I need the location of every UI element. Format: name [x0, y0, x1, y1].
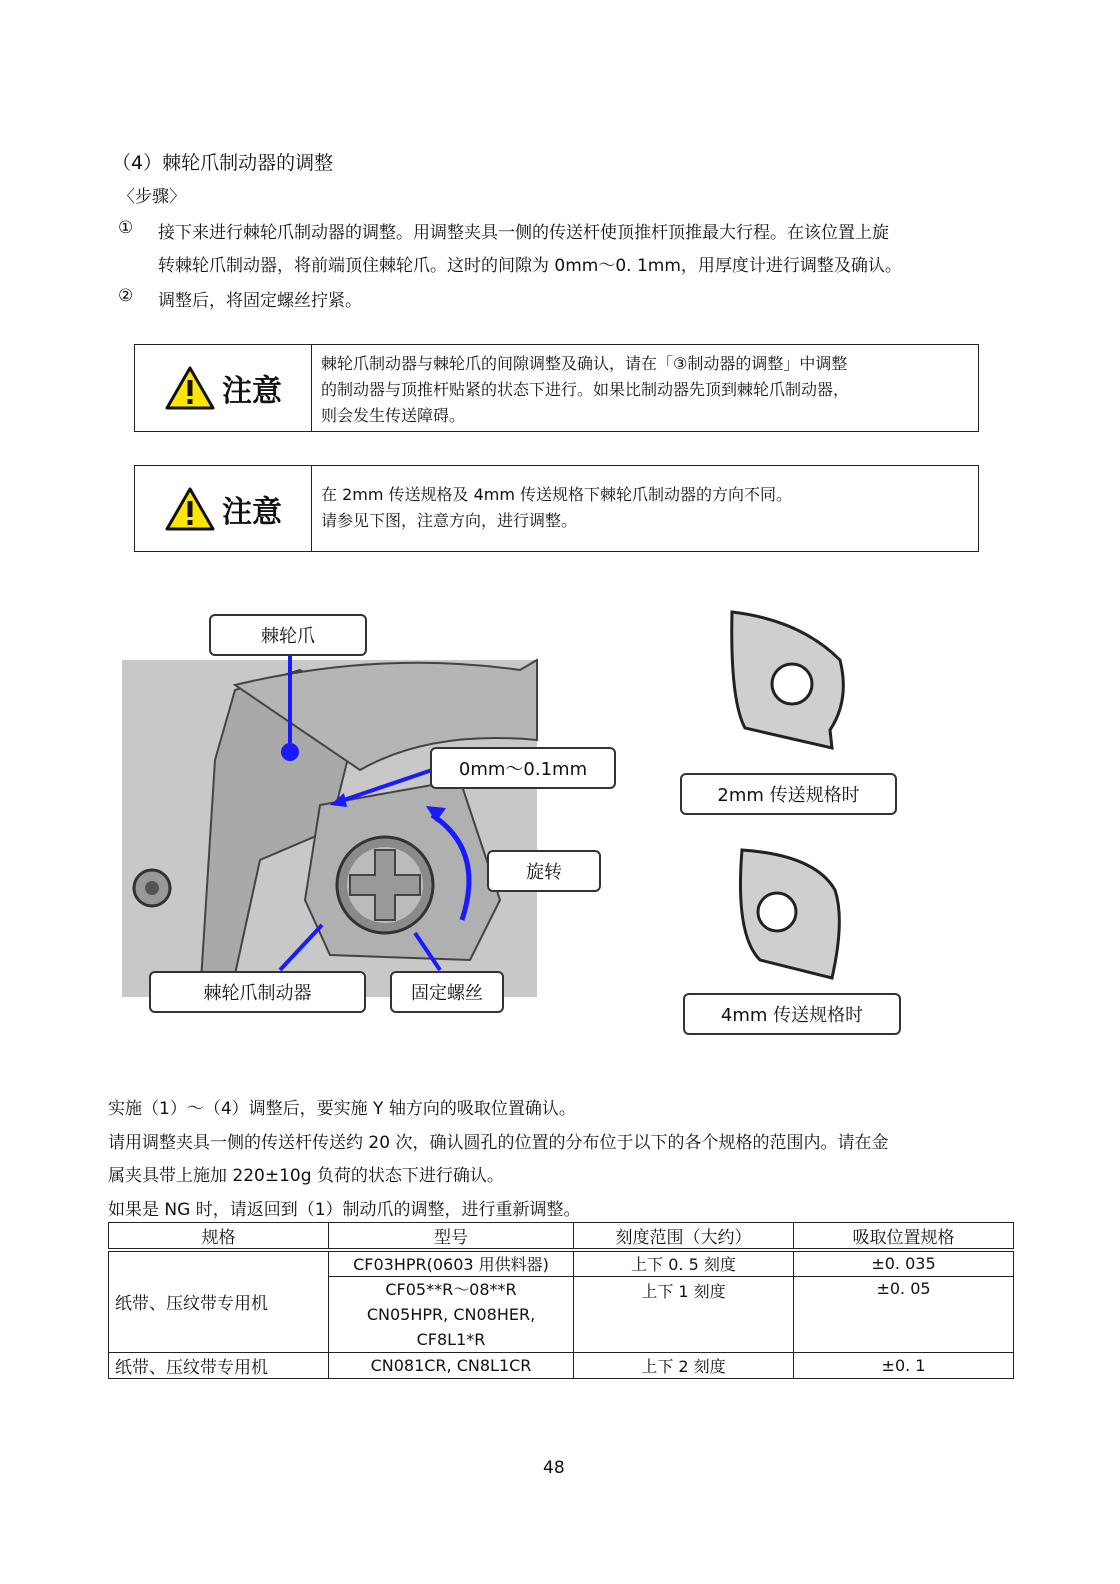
- cell-model: CN05HPR, CN08HER, CF8L1*R: [366, 1304, 536, 1349]
- cell-model: CF05**R～08**R: [385, 1279, 517, 1299]
- header-tolerance: 吸取位置规格: [794, 1223, 1014, 1251]
- paragraph: 实施（1）～（4）调整后，要实施 Y 轴方向的吸取位置确认。: [108, 1099, 576, 1119]
- caution-text: 棘轮爪制动器与棘轮爪的间隙调整及确认，请在「③制动器的调整」中调整: [321, 354, 848, 373]
- cell-tolerance: ±0. 05: [794, 1276, 1014, 1352]
- spec-table: [108, 1222, 1014, 1379]
- cell-tolerance: ±0. 1: [794, 1352, 1014, 1378]
- step-1-line1: 接下来进行棘轮爪制动器的调整。用调整夹具一侧的传送杆使顶推杆顶推最大行程。在该位置上旋: [158, 223, 889, 243]
- caution-text: 在 2mm 传送规格及 4mm 传送规格下棘轮爪制动器的方向不同。: [321, 485, 793, 504]
- step-2-num: ②: [118, 286, 134, 306]
- paragraph: 属夹具带上施加 220±10g 负荷的状态下进行确认。: [108, 1166, 504, 1186]
- label-pawl-stopper: 棘轮爪制动器: [149, 971, 366, 1013]
- cell-spec: 纸带、压纹带专用机: [109, 1352, 329, 1378]
- cell-scale: 上下 2 刻度: [574, 1352, 794, 1378]
- table-header-row: [109, 1223, 1014, 1251]
- steps-label: 〈步骤〉: [118, 187, 186, 207]
- caution-label: 注意: [222, 494, 282, 530]
- page-number: 48: [543, 1458, 565, 1478]
- step-2-line1: 调整后，将固定螺丝拧紧。: [158, 291, 362, 311]
- header-scale: 刻度范围（大约）: [574, 1223, 794, 1251]
- section-title: （4）棘轮爪制动器的调整: [112, 152, 334, 174]
- warning-icon: [164, 486, 216, 532]
- paragraph: 请用调整夹具一侧的传送杆传送约 20 次，确认圆孔的位置的分布位于以下的各个规格的范围内。请在金: [108, 1133, 889, 1153]
- caution-text: 则会发生传送障碍。: [321, 406, 466, 425]
- label-fixing-screw: 固定螺丝: [390, 971, 504, 1013]
- label-rotate: 旋转: [487, 850, 601, 892]
- caution-text: 请参见下图，注意方向，进行调整。: [321, 511, 578, 530]
- step-1-line2: 转棘轮爪制动器，将前端顶住棘轮爪。这时的间隙为 0mm～0. 1mm，用厚度计进行调整及确认。: [158, 256, 902, 276]
- header-spec: 规格: [109, 1223, 329, 1251]
- paragraph: 如果是 NG 时，请返回到（1）制动爪的调整，进行重新调整。: [108, 1200, 581, 1220]
- step-1-num: ①: [118, 218, 134, 238]
- label-4mm-spec: 4mm 传送规格时: [683, 993, 901, 1035]
- cell-model: CN081CR, CN8L1CR: [329, 1352, 574, 1378]
- caution-label: 注意: [222, 374, 282, 409]
- cell-tolerance: ±0. 035: [794, 1250, 1014, 1276]
- label-gap: 0mm～0.1mm: [430, 747, 616, 789]
- table-row: [109, 1352, 1014, 1378]
- cell-model: CF03HPR(0603 用供料器): [329, 1250, 574, 1276]
- table-row: [109, 1250, 1014, 1276]
- header-model: 型号: [329, 1223, 574, 1251]
- caution-text: 的制动器与顶推杆贴紧的状态下进行。如果比制动器先顶到棘轮爪制动器，: [321, 380, 850, 399]
- label-2mm-spec: 2mm 传送规格时: [680, 773, 897, 815]
- caution-box-2: [134, 465, 979, 552]
- cell-scale: 上下 0. 5 刻度: [574, 1250, 794, 1276]
- caution-box-1: [134, 344, 979, 432]
- cell-scale: 上下 1 刻度: [574, 1276, 794, 1352]
- label-ratchet-pawl: 棘轮爪: [209, 614, 367, 656]
- cell-spec: 纸带、压纹带专用机: [109, 1250, 329, 1352]
- warning-icon: [164, 365, 216, 411]
